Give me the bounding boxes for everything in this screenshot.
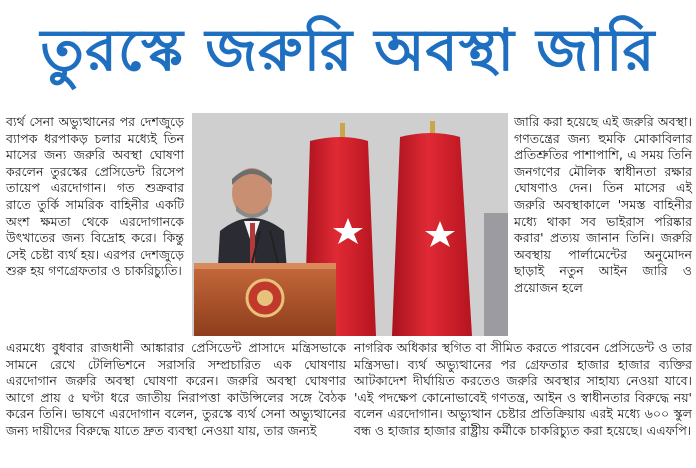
article-bottom-right: নাগরিক অধিকার স্থগিত বা সীমিত করতে পারবেন প্রেসিডেন্ট ও তার মন্ত্রিসভা। ব্যর্থ অভ্যুত্থানের পর গ্রেফতার হাজার হাজার ব্যক্তির আটকাদেশ দীর্ঘায়িত করতেও জরুরি অবস্থার সাহায্য নেওয়া যাবে। 'এই পদক্ষেপ কোনোভাবেই গণতন্ত্র, আইন ও স্বাধীনতার বিরুদ্ধে নয়' বলেন এরদোগান। অভ্যুত্থান চেষ্টার প্রতিক্রিয়ায় এরই মধ্যে ৬০০ স্কুল বন্ধ ও হাজার হাজার রাষ্ট্রীয় কর্মীকে চাকরিচ্যুত করা হয়েছে। এএফপি। (354, 340, 692, 438)
turkish-flag-right (392, 121, 472, 336)
article-column-left: ব্যর্থ সেনা অভ্যুত্থানের পর দেশজুড়ে ব্যাপক ধরপাকড় চলার মধ্যেই তিন মাসের জন্য জরুরি অবস্থা ঘোষণা করলেন তুরস্কের প্রেসিডেন্ট রিসেপ তায়েপ এরদোগান। গত শুক্রবার রাতে তুর্কি সামরিক বাহিনীর একটি অংশ ক্ষমতা থেকে এরদোগানকে উৎখাতের জন্য বিদ্রোহ করে। কিন্তু সেই চেষ্টা ব্যর্থ হয়। এরপর দেশজুড়ে শুরু হয় গণগ্রেফতার ও চাকরিচ্যুতি। (6, 114, 184, 279)
news-photo (192, 113, 508, 336)
article-bottom-left: এরমধ্যে বুধবার রাজধানী আঙ্কারার প্রেসিডেন্ট প্রাসাদে মন্ত্রিসভাকে সামনে রেখে টেলিভিশনে সরাসরি সম্প্রচারিত এক ঘোষণায় এরদোগান জরুরি অবস্থা ঘোষণা করেন। জরুরি অবস্থা ঘোষণার আগে প্রায় ৫ ঘণ্টা ধরে জাতীয় নিরাপত্তা কাউন্সিলের সঙ্গে বৈঠক করেন তিনি। ভাষণে এরদোগান বলেন, তুরস্কে ব্যর্থ সেনা অভ্যুত্থানের জন্য দায়ীদের বিরুদ্ধে যাতে দ্রুত ব্যবস্থা নেওয়া যায়, তার জন্যই (6, 340, 346, 438)
headline: তুরস্কে জরুরি অবস্থা জারি (40, 15, 656, 84)
article-column-right: জারি করা হয়েছে এই জরুরি অবস্থা। গণতন্ত্রের জন্য হুমকি মোকাবিলার প্রতিশ্রুতির পাশাপাশি, এ সময় তিনি জনগণের মৌলিক স্বাধীনতা রক্ষার ঘোষণাও দেন। তিন মাসের এই জরুরি অবস্থাকালে 'সমস্ত বাহিনীর মধ্যে থাকা সব ভাইরাস পরিষ্কার করার' প্রত্যয় জানান তিনি। জরুরি অবস্থায় পার্লামেন্টের অনুমোদন ছাড়াই নতুন আইন জারি ও প্রয়োজন হলে (514, 114, 692, 295)
